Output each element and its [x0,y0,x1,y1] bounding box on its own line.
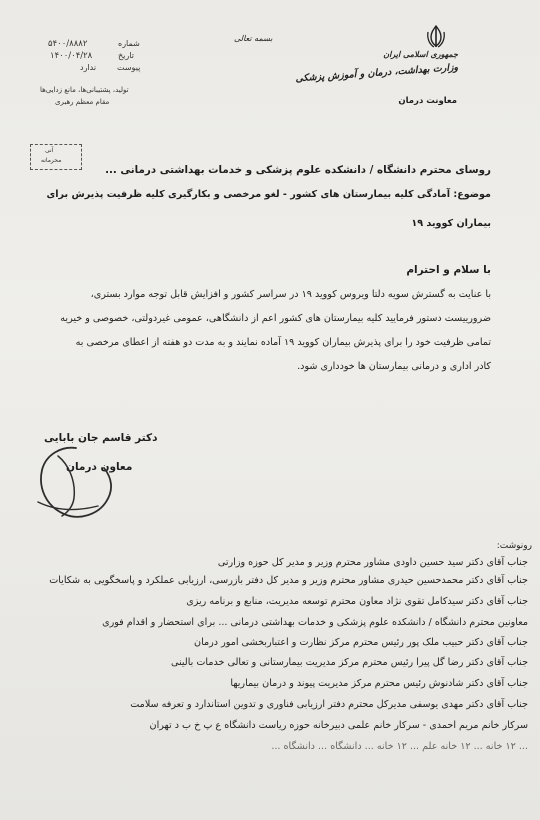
cc-line-10: ... ۱۲ خانه ... ۱۲ خانه علم ... ۱۲ خانه ... دانشگاه ... دانشگاه ... [271,741,528,752]
attachment-value: ندارد [80,63,97,72]
subject-label: موضوع: [453,189,491,200]
iran-emblem-icon [425,24,447,50]
date-label: تاریخ [118,51,134,60]
cc-line-4: معاونین محترم دانشگاه / دانشکده علوم پزشکی و خدمات بهداشتی درمانی ... برای استحضار و اقدام فوری [102,617,528,628]
subject-line1 [46,189,491,200]
cc-line-5: جناب آقای دکتر حبیب ملک پور رئیس محترم مرکز نظارت و اعتباربخشی امور درمان [194,637,528,648]
stamp-line1: آنی [45,147,54,154]
body-line-4: کادر اداری و درمانی بیمارستان ها خودداری شود. [297,361,491,372]
slogan-line2: مقام معظم رهبری [55,98,110,106]
number-label: شماره [118,39,140,48]
cc-line-2: جناب آقای دکتر محمدحسین حیدری مشاور محترم وزیر و مدیر کل دفتر بازرسی، ارزیابی عملکرد و پاسخگویی به شکایات [49,575,528,586]
handwritten-signature [28,440,128,530]
cc-line-7: جناب آقای دکتر شادنوش رئیس محترم مرکز مدیریت پیوند و درمان بیماریها [230,678,528,689]
ministry-name-line1: جمهوری اسلامی ایران [383,50,458,59]
cc-line-1: جناب آقای دکتر سید حسین داودی مشاور محترم وزیر و مدیر کل حوزه وزارتی [217,557,528,568]
classification-stamp [30,144,82,170]
signatory-title: معاون درمان [66,461,133,473]
cc-line-8: جناب آقای دکتر مهدی یوسفی مدیرکل محترم دفتر ارزیابی فناوری و تدوین استاندارد و تعرفه سلامت [130,699,528,710]
subject-line2: بیماران کووید ۱۹ [411,218,491,229]
basmala: بسمه تعالی [234,34,273,43]
department-name: معاونت درمان [398,96,457,106]
date-value: ۱۴۰۰/۰۴/۲۸ [50,51,93,61]
body-line-2: ضرورییست دستور فرمایید کلیه بیمارستان های کشور اعم از دانشگاهی، عمومی غیردولتی، خصوصی و خیریه [60,313,491,324]
ministry-name-line2: وزارت بهداشت، درمان و آموزش پزشکی [294,62,459,85]
number-value: ۵۴۰۰/۸۸۸۲ [48,39,88,49]
body-line-1: با عنایت به گسترش سویه دلتا ویروس کووید ۱۹ در سراسر کشور و افزایش قابل توجه موارد بستری، [90,289,491,300]
body-line-3: تمامی ظرفیت خود را برای پذیرش بیماران کووید ۱۹ آماده نمایند و به مدت دو هفته از اعطای مرخصی به [75,337,491,348]
cc-line-9: سرکار خانم مریم احمدی - سرکار خانم علمی دبیرخانه حوزه ریاست دانشگاه ع پ خ ب د تهران [149,720,528,731]
slogan-line1: تولید، پشتیبانی‌ها، مانع زدایی‌ها [40,86,129,94]
cc-heading: رونوشت: [496,541,532,551]
stamp-line2: محرمانه [41,157,62,164]
cc-line-3: جناب آقای دکتر سیدکامل تقوی نژاد معاون محترم توسعه مدیریت، منابع و برنامه ریزی [186,596,528,607]
recipient: روسای محترم دانشگاه / دانشکده علوم پزشکی و خدمات بهداشتی درمانی ... [105,164,491,176]
attachment-label: پیوست [117,63,141,72]
cc-line-6: جناب آقای دکتر رضا گل پیرا رئیس محترم مرکز مدیریت بیمارستانی و تعالی خدمات بالینی [171,657,528,668]
subject-text: آمادگی کلیه بیمارستان های کشور - لغو مرخصی و بکارگیری کلیه ظرفیت پذیرش برای [46,189,451,200]
signatory-name: دکتر قاسم جان بابایی [44,432,158,444]
greeting: با سلام و احترام [406,264,491,276]
